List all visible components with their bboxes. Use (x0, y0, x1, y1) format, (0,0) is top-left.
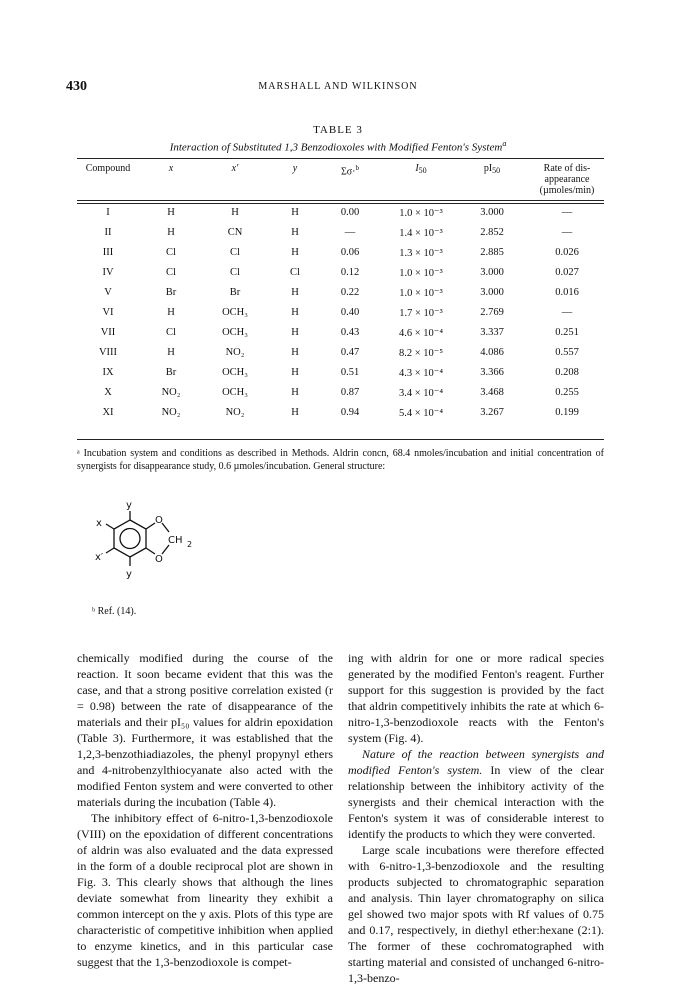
table-cell-y: H (291, 327, 299, 338)
table-cell-i50: 1.7 × 10⁻³ (399, 308, 443, 319)
table-cell-i50: 4.6 × 10⁻⁴ (399, 328, 443, 339)
table-cell-sigma: 0.87 (340, 387, 360, 398)
section-run-in-title: Nature of the reaction between synergists and modified Fenton's system. (348, 747, 604, 777)
table-cell-i50: 1.4 × 10⁻³ (399, 228, 443, 239)
table-cell-xp: Br (229, 287, 241, 298)
table-cell-pi50: 3.000 (480, 207, 504, 218)
structure-label-y-bottom: y (126, 569, 132, 580)
table-cell-x: H (167, 227, 175, 238)
table-cell-x: Cl (166, 327, 176, 338)
benzodioxole-structure (82, 484, 202, 604)
body-right-paragraph-1: ing with aldrin for one or more radical species generated by the modified Fenton's reagent. Further support for this suggestion is provided by the fact that aldrin competitively inhibits the rate at which 6-nitro-1,3-benzodioxole reacts with the Fenton's system (Fig. 4). (348, 651, 604, 745)
table-cell-rate: 0.199 (555, 407, 579, 418)
bond-x-prime (106, 548, 114, 553)
page-number: 430 (66, 79, 87, 94)
header-i50 (396, 163, 446, 174)
table-cell-compound: VII (100, 327, 116, 338)
table-cell-x: Cl (166, 267, 176, 278)
header-pi50 (470, 163, 514, 174)
table-cell-rate: 0.251 (555, 327, 579, 338)
structure-label-y-top: y (126, 500, 132, 511)
table-caption (0, 139, 676, 154)
table-cell-y: H (291, 307, 299, 318)
table-cell-rate: 0.026 (555, 247, 579, 258)
table-cell-sigma: 0.12 (340, 267, 360, 278)
bond-o1-ch2 (162, 523, 169, 532)
table-cell-compound: VIII (98, 347, 118, 358)
table-cell-compound: XI (102, 407, 114, 418)
table-bottom-rule (77, 439, 604, 440)
table-cell-compound: V (104, 287, 112, 298)
header-pi50-text: pI (483, 163, 493, 174)
structure-label-x-prime: x′ (95, 552, 104, 563)
header-compound: Compound (85, 163, 131, 174)
table-cell-pi50: 3.337 (480, 327, 504, 338)
table-cell-x: H (167, 347, 175, 358)
table-cell-rate: 0.016 (555, 287, 579, 298)
header-i50-sub: 50 (418, 166, 427, 175)
header-rate-line3: (µmoles/min) (539, 185, 595, 196)
header-i50-text: I (415, 163, 419, 174)
table-cell-xp: H (231, 207, 239, 218)
table-cell-rate: 0.255 (555, 387, 579, 398)
table-cell-compound: III (102, 247, 114, 258)
table-cell-xp: NO₂ (225, 347, 245, 358)
table-cell-pi50: 3.366 (480, 367, 504, 378)
table-cell-compound: X (104, 387, 112, 398)
body-right-paragraph-3: Large scale incubations were therefore effected with 6-nitro-1,3-benzodioxole and the resulting products subjected to chromatographic separation and analysis. Thin layer chromatography on silica gel showed two major spots with Rf values of 0.75 and 0.17, respectively, in diethyl ether:hexane (2:1). The former of these cochromatographed with starting material and consisted of unchanged 6-nitro-1,3-benzo- (348, 843, 604, 985)
table-footnote-a (77, 447, 604, 473)
table-cell-x: Cl (166, 247, 176, 258)
header-x-prime: x′ (231, 163, 239, 174)
table-cell-i50: 4.3 × 10⁻⁴ (399, 368, 443, 379)
bond-x (106, 524, 114, 529)
table-cell-xp: OCH₃ (222, 367, 248, 378)
table-footnote-b: ᵇ Ref. (14). (92, 606, 137, 617)
table-cell-y: H (291, 287, 299, 298)
table-cell-compound: IX (102, 367, 114, 378)
table-cell-i50: 1.0 × 10⁻³ (399, 288, 443, 299)
structure-label-x: x (96, 518, 102, 529)
table-cell-pi50: 4.086 (480, 347, 504, 358)
table-cell-compound: I (106, 207, 110, 218)
table-cell-x: NO₂ (161, 387, 181, 398)
table-cell-x: Br (165, 367, 177, 378)
table-cell-rate: 0.557 (555, 347, 579, 358)
table-cell-y: H (291, 347, 299, 358)
table-cell-compound: II (104, 227, 112, 238)
header-rate (530, 163, 604, 196)
table-header-rule-2 (77, 203, 604, 204)
footnote-a-text: ᵃ Incubation system and conditions as described in Methods. Aldrin concn, 68.4 nmoles/incubation and initial concentration of synergists for disappearance study, 0.6 µmoles/incubation. General structure: (77, 448, 604, 472)
table-cell-y: H (291, 367, 299, 378)
table-caption-mark: a (502, 139, 507, 148)
table-cell-x: Br (165, 287, 177, 298)
body-left-paragraph-2: The inhibitory effect of 6-nitro-1,3-benzodioxole (VIII) on the epoxidation of different concentrations of aldrin was also evaluated and the data expressed in the form of a double reciprocal plot are shown in Fig. 3. This clearly shows that although the lines deviate somewhat from linearity they exhibit a common intercept on the y axis. Plots of this type are characteristic of competitive inhibition when applied to enzyme kinetics, and in this particular case suggest that the 1,3-benzodioxole is compet- (77, 811, 333, 969)
header-rate-line1: Rate of dis- (543, 163, 591, 174)
bond-o2-ch2 (162, 545, 169, 554)
table-cell-i50: 3.4 × 10⁻⁴ (399, 388, 443, 399)
table-cell-sigma: 0.40 (340, 307, 360, 318)
header-rate-line2: appearance (544, 174, 590, 185)
table-cell-y: H (291, 207, 299, 218)
table-cell-x: NO₂ (161, 407, 181, 418)
aromatic-circle (120, 529, 140, 549)
table-cell-sigma: — (344, 227, 356, 238)
table-caption-text: Interaction of Substituted 1,3 Benzodioxoles with Modified Fenton's System (169, 141, 503, 154)
table-cell-pi50: 2.885 (480, 247, 504, 258)
table-cell-pi50: 3.468 (480, 387, 504, 398)
table-cell-rate: 0.027 (555, 267, 579, 278)
table-cell-y: H (291, 227, 299, 238)
body-right-column (348, 650, 604, 986)
table-cell-xp: CN (227, 227, 243, 238)
structure-label-o2: O (155, 554, 163, 565)
table-cell-i50: 5.4 × 10⁻⁴ (399, 408, 443, 419)
table-cell-pi50: 3.000 (480, 287, 504, 298)
table-cell-pi50: 2.769 (480, 307, 504, 318)
structure-label-ch2: CH (168, 535, 183, 546)
table-cell-pi50: 2.852 (480, 227, 504, 238)
body-left-paragraph-1: chemically modified during the course of the reaction. It soon became evident that this was the case, and that a strong positive correlation existed (r = 0.98) between the rate of disappearance of the materials and their pI₅₀ values for aldrin epoxidation (Table 3). Furthermore, it was established that the 1,2,3-benzothiadiazoles, the phenyl propynyl ethers and 4-nitrobenzylthiocyanate also acted with the modified Fenton system and were converted to other materials during the incubation (Table 4). (77, 651, 333, 809)
header-sigma (330, 163, 370, 177)
table-cell-xp: OCH₃ (222, 327, 248, 338)
table-cell-sigma: 0.94 (340, 407, 360, 418)
bond-o1 (146, 523, 155, 529)
table-cell-rate: — (561, 207, 573, 218)
table-cell-xp: NO₂ (225, 407, 245, 418)
header-pi50-sub: 50 (492, 166, 501, 175)
body-right-paragraph-2 (348, 746, 604, 842)
table-cell-rate: — (561, 307, 573, 318)
table-cell-y: H (291, 247, 299, 258)
bond-o2 (146, 548, 155, 554)
header-sigma-text: Σσ· (340, 166, 356, 178)
table-cell-i50: 1.3 × 10⁻³ (399, 248, 443, 259)
table-cell-compound: VI (102, 307, 114, 318)
header-sigma-mark: b (355, 164, 360, 172)
table-cell-i50: 1.0 × 10⁻³ (399, 268, 443, 279)
table-cell-rate: — (561, 227, 573, 238)
table-cell-x: H (167, 207, 175, 218)
table-cell-sigma: 0.51 (340, 367, 360, 378)
table-cell-compound: IV (102, 267, 114, 278)
body-left-column (77, 650, 333, 970)
table-cell-xp: Cl (230, 247, 240, 258)
structure-label-ch2-sub: 2 (187, 540, 193, 549)
table-header-rule-1 (77, 200, 604, 201)
table-cell-y: Cl (290, 267, 300, 278)
table-cell-sigma: 0.06 (340, 247, 360, 258)
table-cell-pi50: 3.000 (480, 267, 504, 278)
benzene-ring (114, 520, 146, 557)
structure-label-o1: O (155, 515, 163, 526)
table-cell-i50: 8.2 × 10⁻⁵ (399, 348, 443, 359)
table-cell-y: H (291, 407, 299, 418)
running-head: MARSHALL AND WILKINSON (258, 81, 418, 92)
header-x: x (168, 163, 174, 174)
table-cell-x: H (167, 307, 175, 318)
table-label: TABLE 3 (313, 124, 363, 136)
table-cell-sigma: 0.22 (340, 287, 360, 298)
table-cell-xp: OCH₃ (222, 387, 248, 398)
header-y: y (292, 163, 298, 174)
table-cell-sigma: 0.43 (340, 327, 360, 338)
body-right-paragraph-2-text: In view of the clear relationship between the inhibitory activity of the synergists and their chemical interaction with the Fenton's system it was of considerable interest to identify the products to which they were converted. (348, 763, 604, 841)
table-cell-sigma: 0.00 (340, 207, 360, 218)
table-cell-i50: 1.0 × 10⁻³ (399, 208, 443, 219)
table-cell-xp: OCH₃ (222, 307, 248, 318)
table-cell-pi50: 3.267 (480, 407, 504, 418)
table-cell-sigma: 0.47 (340, 347, 360, 358)
table-cell-xp: Cl (230, 267, 240, 278)
table-top-rule (77, 158, 604, 159)
table-cell-rate: 0.208 (555, 367, 579, 378)
table-cell-y: H (291, 387, 299, 398)
